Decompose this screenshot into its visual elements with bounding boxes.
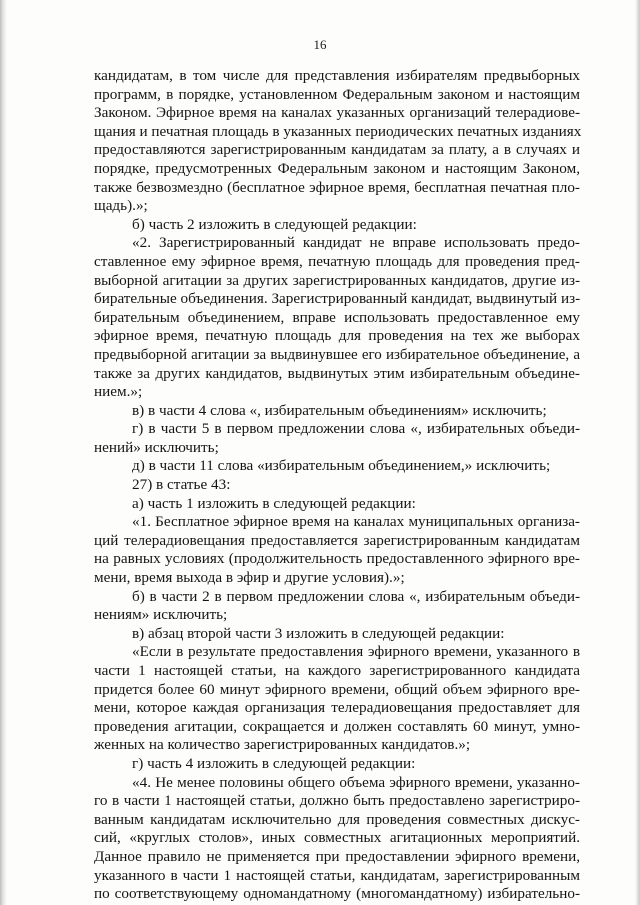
text-line: также за других кандидатов, выдвинутых этим избирательным объедине- — [94, 364, 580, 382]
text-line: женных на количество зарегистрированных кандидатов.»; — [94, 736, 471, 754]
text-line: нений» исключить; — [94, 438, 219, 456]
text-line: мени, которое каждая организация телерадиовещания предоставляет для — [94, 699, 580, 717]
text-line: выборной агитации за других зарегистрированных кандидатов, другие из- — [94, 271, 580, 289]
text-line: в) в части 4 слова «, избирательным объединениям» исключить; — [132, 401, 547, 419]
scan-edge-right — [635, 0, 640, 905]
text-line: предоставляются зарегистрированным кандидатам за плату, а в случаях и — [94, 141, 580, 159]
document-body — [94, 67, 580, 904]
text-line: ванным кандидатам исключительно для проведения совместных дискус- — [94, 810, 580, 828]
text-line: г) в части 5 в первом предложении слова «, избирательных объеди- — [132, 420, 580, 438]
text-line: г) часть 4 изложить в следующей редакции: — [132, 754, 416, 772]
text-line: «1. Бесплатное эфирное время на каналах муниципальных организа- — [132, 513, 580, 531]
text-line: также безвозмездно (бесплатное эфирное время, бесплатная печатная пло- — [94, 178, 580, 196]
text-line: щадь).»; — [94, 197, 148, 215]
text-line: сий, «круглых столов», иных совместных агитационных мероприятий. — [94, 829, 580, 847]
text-line: бирательные объединения. Зарегистрированный кандидат, выдвинутый из- — [94, 290, 581, 308]
text-line: «4. Не менее половины общего объема эфирного времени, указанно- — [132, 773, 580, 791]
text-line: эфирное время, печатную площадь для проведения на тех же выборах — [94, 327, 580, 345]
text-line: Законом. Эфирное время на каналах указанных организаций телерадиове- — [94, 104, 580, 122]
text-line: нием.»; — [94, 383, 143, 401]
text-line: придется более 60 минут эфирного времени, общий объем эфирного вре- — [94, 680, 580, 698]
text-line: щания и печатная площадь в указанных периодических печатных изданиях — [94, 122, 582, 140]
text-line: части 1 настоящей статьи, на каждого зарегистрированного кандидата — [94, 662, 580, 679]
text-line: порядке, предусмотренных Федеральным законом и настоящим Законом, — [94, 159, 580, 177]
text-line: го в части 1 настоящей статьи, должно быть предоставлено зарегистриро- — [94, 792, 580, 810]
text-line: по соответствующему одномандатному (многомандатному) избирательно- — [94, 885, 580, 903]
text-line: а) часть 1 изложить в следующей редакции: — [132, 494, 416, 512]
text-line: проведения агитации, сокращается и должен составлять 60 минут, умно- — [94, 717, 580, 735]
text-line: д) в части 11 слова «избирательным объединением,» исключить; — [132, 457, 551, 475]
text-line: ций телерадиовещания предоставляется зарегистрированным кандидатам — [94, 531, 580, 549]
text-line: нениям» исключить; — [94, 606, 228, 624]
text-line: «Если в результате предоставления эфирного времени, указанного в — [132, 643, 580, 661]
text-line: программ, в порядке, установленном Федеральным законом и настоящим — [94, 85, 580, 103]
text-line: мени, время выхода в эфир и другие условия).»; — [94, 569, 405, 587]
text-line: «2. Зарегистрированный кандидат не вправе использовать предо- — [132, 234, 580, 252]
text-line: Данное правило не применяется при предоставлении эфирного времени, — [94, 847, 580, 865]
text-line: бирательным объединением, вправе использовать предоставленное ему — [94, 308, 580, 326]
text-line: 27) в статье 43: — [132, 476, 231, 494]
text-line: предвыборной агитации за выдвинувшее его избирательное объединение, а — [94, 346, 580, 363]
text-line: ставленное ему эфирное время, печатную площадь для проведения пред- — [94, 252, 580, 270]
text-line: кандидатам, в том числе для представления избирателям предвыборных — [94, 67, 580, 84]
text-line: на равных условиях (продолжительность предоставленного эфирного вре- — [94, 550, 580, 568]
text-line: в) абзац второй части 3 изложить в следующей редакции: — [132, 624, 505, 642]
page-number: 16 — [313, 37, 327, 52]
scan-edge-left — [0, 0, 7, 905]
text-line: б) часть 2 изложить в следующей редакции: — [132, 215, 417, 233]
text-line: б) в части 2 в первом предложении слова «, избирательным объеди- — [132, 587, 580, 605]
text-line: указанного в части 1 настоящей статьи, кандидатам, зарегистрированным — [94, 866, 580, 884]
